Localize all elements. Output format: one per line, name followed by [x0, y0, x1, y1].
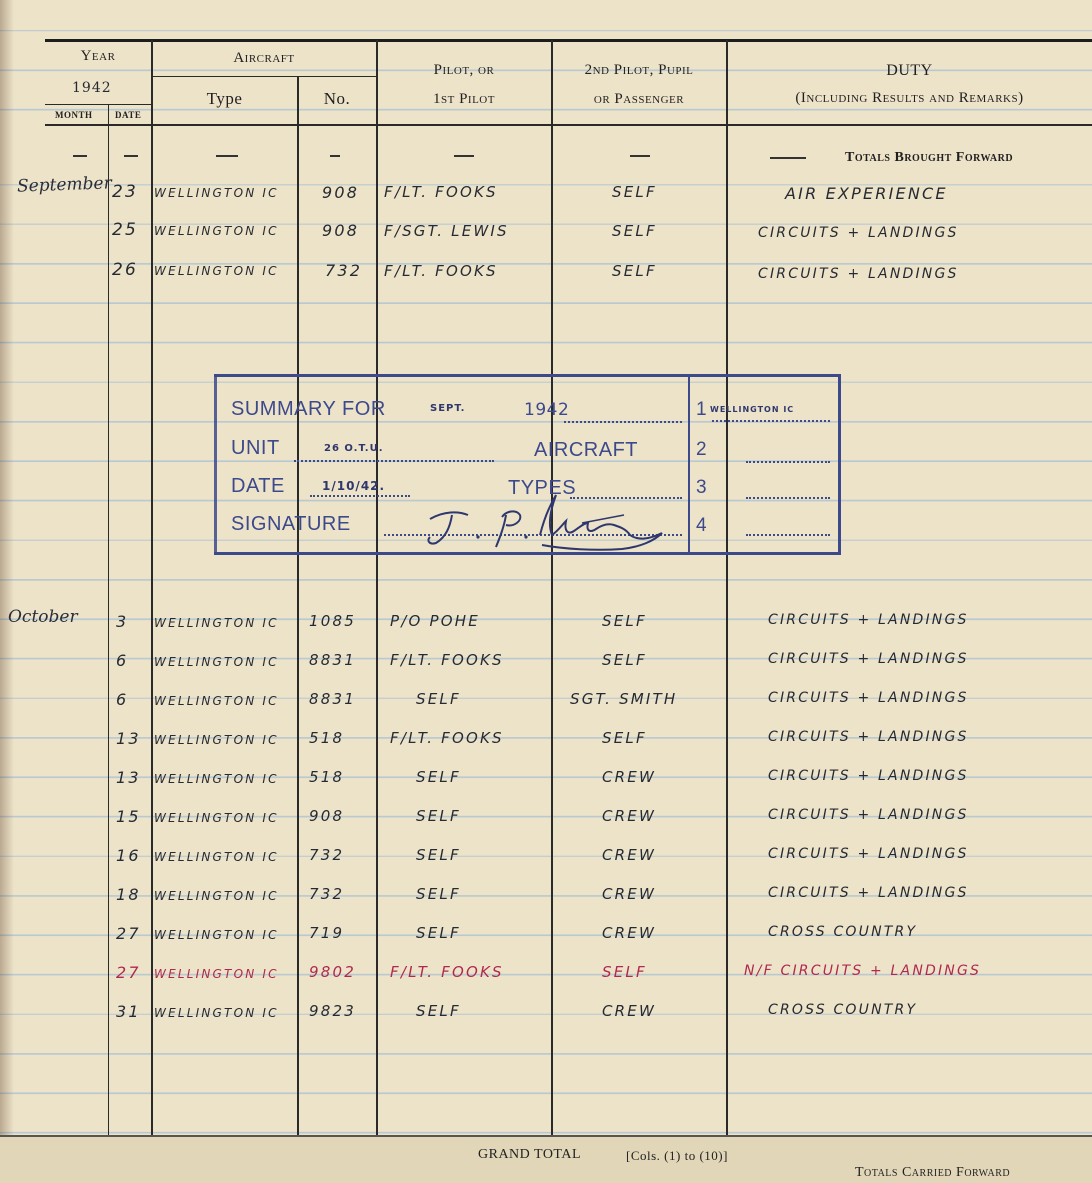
entry-second: CREW: [602, 846, 657, 864]
entry-second: SELF: [602, 651, 647, 669]
entry-second: CREW: [602, 768, 657, 786]
entry-duty: CIRCUITS + LANDINGS: [768, 885, 969, 901]
entry-duty: CROSS COUNTRY: [768, 1002, 918, 1018]
entry-no: 732: [309, 846, 345, 864]
entry-second: CREW: [602, 807, 657, 825]
type3-num: 3: [696, 477, 708, 498]
type1-value: WELLINGTON IC: [710, 405, 795, 414]
entry-no: 908: [322, 221, 360, 240]
entry-no: 908: [322, 183, 360, 202]
entry-pilot: F/LT. FOOKS: [384, 262, 498, 280]
entry-type: WELLINGTON IC: [154, 264, 279, 278]
entry-type: WELLINGTON IC: [154, 655, 279, 669]
date-stamp-value: 1/10/42.: [322, 479, 386, 493]
col-line-type: [297, 77, 299, 1135]
unit-label: UNIT: [231, 437, 280, 459]
second-label-1: 2nd Pilot, Pupil: [584, 62, 694, 78]
grand-total-label: GRAND TOTAL: [478, 1147, 582, 1162]
entry-no: 518: [309, 768, 345, 786]
year-value: 1942: [72, 80, 112, 96]
entry-duty: CIRCUITS + LANDINGS: [768, 846, 969, 862]
entry-date: 27: [116, 963, 141, 982]
pilot-label-1: Pilot, or: [433, 62, 495, 78]
entry-type: WELLINGTON IC: [154, 967, 279, 981]
entry-second: SELF: [612, 262, 657, 280]
type3-dots: [746, 497, 830, 499]
entry-no: 518: [309, 729, 345, 747]
entry-type: WELLINGTON IC: [154, 616, 279, 630]
duty-label-1: DUTY: [886, 62, 933, 79]
entry-second: CREW: [602, 885, 657, 903]
date-dots: [310, 495, 410, 497]
pilot-label-2: 1st Pilot: [433, 91, 495, 107]
entry-pilot: F/LT. FOOKS: [384, 183, 498, 201]
summary-stamp: [214, 374, 841, 555]
entry-date: 13: [116, 768, 141, 787]
duty-label-2: (Including Results and Remarks): [795, 90, 1024, 106]
entry-duty: CIRCUITS + LANDINGS: [768, 768, 969, 784]
entry-duty: CIRCUITS + LANDINGS: [768, 690, 969, 706]
entry-duty: CIRCUITS + LANDINGS: [758, 225, 959, 241]
entry-pilot: P/O POHE: [390, 612, 480, 630]
dash-duty: [770, 157, 806, 159]
entry-pilot: F/LT. FOOKS: [390, 729, 504, 747]
entry-duty: N/F CIRCUITS + LANDINGS: [744, 963, 982, 979]
year-label: Year: [80, 48, 116, 64]
entry-second: SGT. SMITH: [570, 690, 678, 708]
entry-date: 27: [116, 924, 141, 943]
entry-type: WELLINGTON IC: [154, 186, 279, 200]
entry-second: SELF: [612, 222, 657, 240]
summary-for-label: SUMMARY FOR: [231, 398, 386, 420]
summary-year-dots: [564, 421, 682, 423]
type1-num: 1: [696, 399, 708, 420]
entry-pilot: SELF: [416, 846, 461, 864]
type1-dots: [712, 420, 830, 422]
month-label: MONTH: [55, 110, 93, 120]
entry-date: 15: [116, 807, 141, 826]
entry-duty: AIR EXPERIENCE: [785, 184, 948, 203]
entry-no: 9802: [309, 963, 356, 981]
entry-pilot: SELF: [416, 885, 461, 903]
entry-date: 26: [112, 260, 139, 280]
entry-date: 3: [116, 612, 129, 631]
summary-year: 1942: [524, 400, 570, 420]
entry-type: WELLINGTON IC: [154, 772, 279, 786]
entry-second: SELF: [602, 963, 647, 981]
entry-pilot: SELF: [416, 807, 461, 825]
entry-no: 732: [309, 885, 345, 903]
entry-type: WELLINGTON IC: [154, 694, 279, 708]
entry-pilot: F/LT. FOOKS: [390, 963, 504, 981]
unit-dots: [294, 460, 494, 462]
dash-date: [124, 155, 138, 157]
dash-month: [73, 155, 87, 157]
aircraft-sub-rule: [152, 76, 376, 77]
entry-date: 23: [112, 182, 139, 202]
entry-second: CREW: [602, 924, 657, 942]
year-sub-rule: [45, 104, 151, 105]
entry-date: 31: [116, 1002, 141, 1021]
entry-duty: CIRCUITS + LANDINGS: [768, 651, 969, 667]
types-label: TYPES: [508, 477, 577, 499]
entry-pilot: SELF: [416, 924, 461, 942]
carried-forward-label: Totals Carried Forward: [855, 1165, 1011, 1180]
aircraft-label: Aircraft: [233, 50, 295, 66]
entry-date: 6: [116, 690, 129, 709]
signature-label: SIGNATURE: [231, 513, 351, 535]
dash-pilot: [454, 155, 474, 157]
type2-num: 2: [696, 439, 708, 460]
entry-no: 8831: [309, 690, 356, 708]
entry-duty: CIRCUITS + LANDINGS: [768, 729, 969, 745]
header-top-rule: [45, 39, 1092, 42]
entry-no: 719: [309, 924, 345, 942]
entry-duty: CIRCUITS + LANDINGS: [768, 612, 969, 628]
entry-second: SELF: [612, 183, 657, 201]
second-label-2: or Passenger: [593, 91, 685, 107]
entry-pilot: F/LT. FOOKS: [390, 651, 504, 669]
col-line-date: [151, 40, 153, 1135]
entry-type: WELLINGTON IC: [154, 811, 279, 825]
brought-forward-label: Totals Brought Forward: [845, 150, 1014, 165]
signature-mark: [414, 475, 674, 555]
entry-pilot: SELF: [416, 690, 461, 708]
entry-duty: CIRCUITS + LANDINGS: [758, 266, 959, 282]
entry-second: SELF: [602, 729, 647, 747]
entry-no: 1085: [309, 612, 356, 630]
summary-month: SEPT.: [430, 403, 466, 414]
date-stamp-label: DATE: [231, 475, 285, 497]
entry-no: 732: [325, 261, 363, 280]
entry-date: 13: [116, 729, 141, 748]
unit-value: 26 O.T.U.: [324, 443, 384, 454]
type4-num: 4: [696, 515, 708, 536]
entry-second: CREW: [602, 1002, 657, 1020]
stamp-divider: [688, 377, 690, 552]
page-footer: [0, 1135, 1092, 1183]
entry-duty: CIRCUITS + LANDINGS: [768, 807, 969, 823]
entry-pilot: SELF: [416, 768, 461, 786]
entry-type: WELLINGTON IC: [154, 1006, 279, 1020]
entry-type: WELLINGTON IC: [154, 928, 279, 942]
entry-type: WELLINGTON IC: [154, 850, 279, 864]
stamp-left-border: [214, 377, 217, 552]
type-label: Type: [206, 89, 243, 108]
header-bottom-rule: [45, 124, 1092, 126]
type4-dots: [746, 534, 830, 536]
entry-duty: CROSS COUNTRY: [768, 924, 918, 940]
cols-label: [Cols. (1) to (10)]: [626, 1148, 728, 1163]
dash-no: [330, 155, 340, 157]
type2-dots: [746, 461, 830, 463]
col-line-second: [726, 40, 728, 1135]
entry-type: WELLINGTON IC: [154, 889, 279, 903]
entry-date: 6: [116, 651, 129, 670]
entry-second: SELF: [602, 612, 647, 630]
month-september: September: [16, 173, 112, 197]
entry-no: 8831: [309, 651, 356, 669]
no-label: No.: [323, 89, 351, 108]
entry-pilot: SELF: [416, 1002, 461, 1020]
aircraft-stamp-label: AIRCRAFT: [534, 439, 638, 461]
col-line-no: [376, 40, 378, 1135]
entry-date: 16: [116, 846, 141, 865]
date-label: DATE: [115, 110, 142, 120]
dash-second: [630, 155, 650, 157]
entry-pilot: F/SGT. LEWIS: [384, 222, 509, 240]
col-line-pilot: [551, 40, 553, 1135]
entry-no: 9823: [309, 1002, 356, 1020]
entry-date: 25: [112, 220, 139, 240]
entry-date: 18: [116, 885, 141, 904]
entry-type: WELLINGTON IC: [154, 733, 279, 747]
entry-type: WELLINGTON IC: [154, 224, 279, 238]
month-october: October: [8, 607, 78, 627]
dash-type: [216, 155, 238, 157]
col-line-month: [108, 104, 109, 1135]
entry-no: 908: [309, 807, 345, 825]
